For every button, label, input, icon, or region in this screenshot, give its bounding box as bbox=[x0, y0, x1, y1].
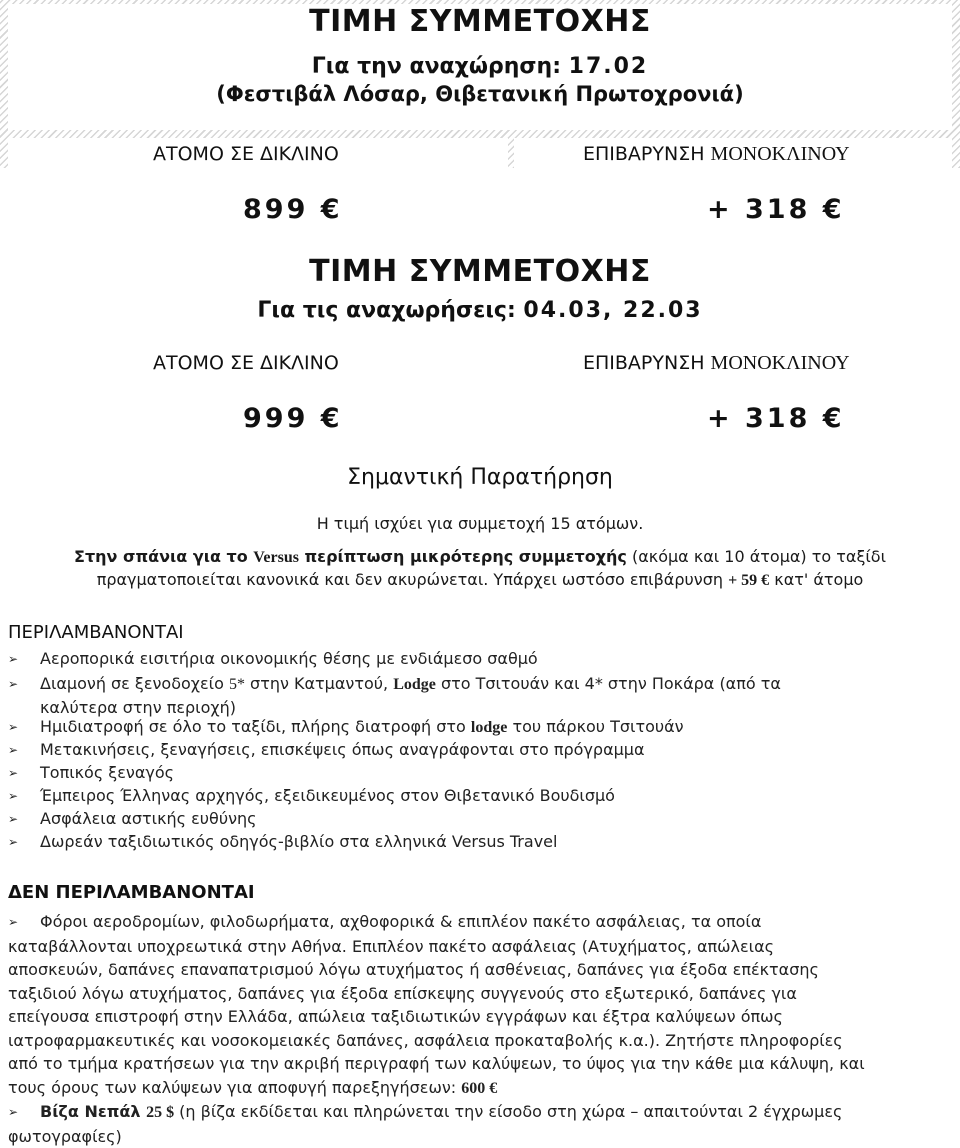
notice-line3c: κατ' άτομο bbox=[769, 570, 863, 589]
notice-surcharge-amount: + 59 € bbox=[728, 572, 769, 589]
not-included-line: ταξιδιού λόγω ατυχήματος, δαπάνες για έξοδα επίσκεψης συγγενούς στο εξωτερικό, δαπάνες για bbox=[8, 982, 953, 1006]
notice-surcharge-line bbox=[0, 570, 960, 590]
col-single-prefix-1: ΕΠΙΒΑΡΥΝΣΗ bbox=[583, 143, 711, 165]
not-included-line: από το τμήμα κρατήσεων για την ακριβή περιγραφή των καλύψεων, το ύψος για την κάθε μια κάλυψη, και bbox=[8, 1052, 953, 1076]
not-included-line: επείγουσα επιστροφή στην Ελλάδα, απώλεια ταξιδιωτικών εγγράφων και έξτρα καλύψεων όπως bbox=[8, 1005, 953, 1029]
col-double-room-1: ΑΤΟΜΟ ΣΕ ΔΙΚΛΙΝΟ bbox=[153, 143, 339, 165]
col-single-supplement-1 bbox=[583, 143, 850, 166]
insurance-amount: 600 € bbox=[461, 1080, 497, 1097]
departure-date-1: 17.02 bbox=[569, 54, 649, 79]
arrow-bullet-icon: ➢ bbox=[8, 785, 40, 807]
included-item-text: στην Κατμαντού, bbox=[245, 674, 393, 693]
col-single-supplement-2 bbox=[583, 352, 850, 375]
visa-text: (η βίζα εκδίδεται και πληρώνεται την είσοδο στη χώρα – απαιτούνται 2 έγχρωμες bbox=[174, 1102, 842, 1121]
departure-label-2: Για τις αναχωρήσεις: bbox=[257, 298, 523, 323]
departure-subtitle-1 bbox=[0, 54, 960, 79]
arrow-bullet-icon: ➢ bbox=[8, 1101, 40, 1125]
included-item-text: Αεροπορικά εισιτήρια οικονομικής θέσης με ενδιάμεσο σαθμό bbox=[40, 649, 538, 668]
included-item-text: Διαμονή σε ξενοδοχείο bbox=[40, 674, 229, 693]
included-item bbox=[8, 648, 953, 670]
notice-small-group-line bbox=[0, 547, 960, 567]
included-item-text: Ασφάλεια αστικής ευθύνης bbox=[40, 809, 257, 828]
included-item-serif: Lodge bbox=[393, 676, 436, 693]
visa-line bbox=[8, 1100, 953, 1125]
included-item-text: του πάρκου Τσιτουάν bbox=[507, 717, 683, 736]
notice-bold-serif: Versus bbox=[253, 549, 299, 566]
notice-rest: (ακόμα και 10 άτομα) το ταξίδι bbox=[627, 547, 886, 566]
included-item bbox=[8, 716, 953, 739]
included-item-text: στο Τσιτουάν και 4* στην Ποκάρα (από τα bbox=[436, 674, 781, 693]
visa-amount: 25 $ bbox=[146, 1104, 174, 1121]
departure-label-1: Για την αναχώρηση: bbox=[312, 54, 569, 79]
included-item bbox=[8, 808, 953, 830]
arrow-bullet-icon: ➢ bbox=[8, 831, 40, 853]
price-title-1: ΤΙΜΗ ΣΥΜΜΕΤΟΧΗΣ bbox=[0, 4, 960, 39]
notice-bold-b: περίπτωση μικρότερης συμμετοχής bbox=[299, 547, 627, 566]
included-item-serif: 5* bbox=[229, 676, 245, 693]
included-item bbox=[8, 739, 953, 761]
visa-label: Βίζα Νεπάλ bbox=[40, 1102, 146, 1121]
price-single-supplement-1: + 318 € bbox=[707, 194, 845, 225]
not-included-line: καταβάλλονται υποχρεωτικά στην Αθήνα. Επιπλέον πακέτο ασφάλειας (Ατυχήματος, απώλειας bbox=[8, 935, 953, 959]
visa-line-continuation: φωτογραφίες) bbox=[8, 1125, 953, 1148]
included-heading: ΠΕΡΙΛΑΜΒΑΝΟΝΤΑΙ bbox=[8, 622, 184, 643]
departure-dates-2: 04.03, 22.03 bbox=[523, 298, 702, 323]
included-item bbox=[8, 785, 953, 807]
not-included-text: τους όρους των καλύψεων για αποφυγή παρεξηγήσεων: bbox=[8, 1078, 461, 1097]
not-included-heading: ΔΕΝ ΠΕΡΙΛΑΜΒΑΝΟΝΤΑΙ bbox=[8, 882, 255, 903]
not-included-line bbox=[8, 910, 953, 935]
festival-note: (Φεστιβάλ Λόσαρ, Θιβετανική Πρωτοχρονιά) bbox=[0, 82, 960, 106]
included-item-continuation: καλύτερα στην περιοχή) bbox=[8, 697, 953, 719]
notice-bold-a: Στην σπάνια για το bbox=[74, 547, 253, 566]
important-note-title: Σημαντική Παρατήρηση bbox=[0, 465, 960, 490]
col-single-serif-2: ΜΟΝΟΚΛΙΝΟΥ bbox=[711, 352, 850, 374]
arrow-bullet-icon: ➢ bbox=[8, 762, 40, 784]
not-included-text: Φόροι αεροδρομίων, φιλοδωρήματα, αχθοφορικά & επιπλέον πακέτο ασφάλειας, τα οποία bbox=[40, 912, 761, 931]
included-item-text: Μετακινήσεις, ξεναγήσεις, επισκέψεις όπως αναγράφονται στο πρόγραμμα bbox=[40, 740, 645, 759]
notice-line3a: πραγματοποιείται κανονικά και δεν ακυρώνεται. Υπάρχει ωστόσο επιβάρυνση bbox=[97, 570, 728, 589]
not-included-line: ιατροφαρμακευτικές και νοσοκομειακές δαπάνες, ασφάλεια προκαταβολής κ.α.). Ζητήστε πληροφορίες bbox=[8, 1029, 953, 1053]
included-item-text: Ημιδιατροφή σε όλο το ταξίδι, πλήρης διατροφή στο bbox=[40, 717, 471, 736]
price-title-2: ΤΙΜΗ ΣΥΜΜΕΤΟΧΗΣ bbox=[0, 254, 960, 289]
notice-min-participants: Η τιμή ισχύει για συμμετοχή 15 ατόμων. bbox=[0, 514, 960, 533]
arrow-bullet-icon: ➢ bbox=[8, 808, 40, 830]
included-item bbox=[8, 762, 953, 784]
included-item-text: Δωρεάν ταξιδιωτικός οδηγός-βιβλίο στα ελληνικά Versus Travel bbox=[40, 832, 557, 851]
arrow-bullet-icon: ➢ bbox=[8, 911, 40, 935]
price-double-2: 999 € bbox=[243, 403, 343, 434]
included-item bbox=[8, 673, 953, 719]
not-included-paragraph bbox=[8, 910, 953, 1148]
departure-subtitle-2 bbox=[0, 298, 960, 323]
included-item-serif: lodge bbox=[471, 719, 507, 736]
included-item-text: Έμπειρος Έλληνας αρχηγός, εξειδικευμένος στον Θιβετανικό Βουδισμό bbox=[40, 786, 615, 805]
arrow-bullet-icon: ➢ bbox=[8, 648, 40, 670]
arrow-bullet-icon: ➢ bbox=[8, 716, 40, 738]
price-double-1: 899 € bbox=[243, 194, 343, 225]
included-item-text: Τοπικός ξεναγός bbox=[40, 763, 174, 782]
not-included-line: αποσκευών, δαπάνες επαναπατρισμού λόγω ατυχήματος ή ασθένειας, δαπάνες για έξοδα επέκτασης bbox=[8, 958, 953, 982]
not-included-line bbox=[8, 1076, 953, 1101]
price-single-supplement-2: + 318 € bbox=[707, 403, 845, 434]
arrow-bullet-icon: ➢ bbox=[8, 673, 40, 695]
col-single-prefix-2: ΕΠΙΒΑΡΥΝΣΗ bbox=[583, 352, 711, 374]
col-single-serif-1: ΜΟΝΟΚΛΙΝΟΥ bbox=[711, 143, 850, 165]
arrow-bullet-icon: ➢ bbox=[8, 739, 40, 761]
col-double-room-2: ΑΤΟΜΟ ΣΕ ΔΙΚΛΙΝΟ bbox=[153, 352, 339, 374]
included-item bbox=[8, 831, 953, 853]
